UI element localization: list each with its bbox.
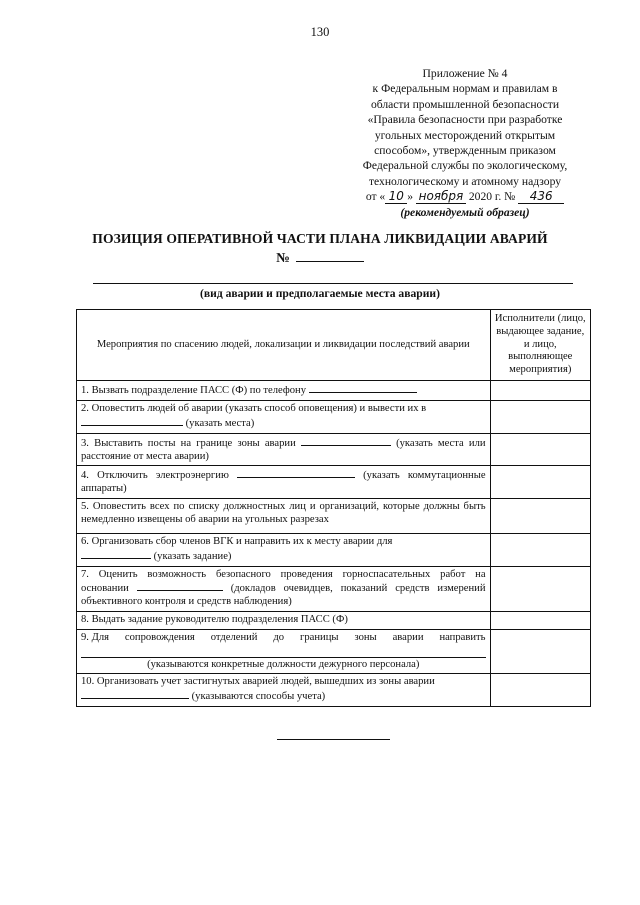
date-year: 2020 г. № [468, 190, 516, 204]
appendix-line: области промышленной безопасности [370, 97, 560, 111]
executor-cell [490, 381, 590, 401]
executor-cell [490, 498, 590, 533]
measure-text: (указать коммутационные аппараты) [81, 470, 486, 495]
measure-word: до [273, 631, 285, 643]
executor-cell [490, 466, 590, 499]
date-mid: » [407, 190, 414, 204]
fill-line [81, 647, 486, 658]
handwritten-order-number: 436 [518, 190, 564, 204]
measure-cell [77, 674, 491, 707]
measure-text: 2. Оповестить людей об аварии (указать способ оповещения) и вывести их в [81, 402, 427, 414]
table-row [77, 466, 591, 499]
appendix-line: технологическому и атомному надзору [368, 174, 562, 188]
appendix-title: Приложение № 4 [422, 67, 508, 80]
table-row [77, 566, 591, 611]
table-row [77, 498, 591, 533]
accident-type-line [93, 283, 573, 284]
appendix-line: к Федеральным нормам и правилам в [372, 82, 558, 96]
appendix-block [340, 66, 590, 220]
table-row [77, 433, 591, 466]
measure-text: (указываются способы учета) [191, 691, 326, 703]
measure-text: 6. Организовать сбор членов ВГК и направить их к месту аварии для [81, 535, 393, 547]
measure-cell: 5. Оповестить всех по списку должностных лиц и организаций, которые должны быть немедленно извещены об аварии на угольных разрезах [77, 498, 491, 533]
measure-cell [77, 466, 491, 499]
executor-cell [490, 533, 590, 566]
measure-word: направить [439, 631, 486, 643]
table-header-row [77, 310, 591, 381]
table-row [77, 611, 591, 629]
measure-word: аварии [392, 631, 424, 643]
fill-blank [81, 549, 151, 559]
executor-cell [490, 400, 590, 433]
table-row [77, 533, 591, 566]
appendix-line: «Правила безопасности при разработке [367, 113, 563, 127]
document-number [0, 250, 640, 266]
fill-blank [301, 436, 391, 446]
measure-text: 4. Отключить электроэнергию [81, 470, 229, 482]
measure-word: отделений [210, 631, 258, 643]
measure-text: 7. Оценить возможность безопасного проведения горноспасательных работ на основании [81, 568, 486, 595]
handwritten-day: 10 [385, 190, 407, 204]
executor-cell [490, 566, 590, 611]
fill-blank [237, 468, 355, 478]
fill-blank [137, 581, 223, 591]
page-number: 130 [310, 25, 330, 39]
measure-text: (докладов очевидцев, показаний средств измерений объективного контроля и средств наблюдения) [81, 583, 486, 608]
executor-cell [490, 629, 590, 674]
appendix-line: угольных месторождений открытым [374, 128, 556, 142]
measure-text: 3. Выставить посты на границе зоны аварии [81, 437, 296, 449]
date-prefix: от « [365, 190, 386, 204]
number-blank [296, 250, 364, 262]
accident-type-caption: (вид аварии и предполагаемые места аварии) [200, 287, 440, 300]
measure-text: (указать места или расстояние от места аварии) [81, 437, 486, 462]
measures-table [76, 309, 591, 707]
appendix-line: способом», утвержденным приказом [374, 144, 556, 158]
measure-word: зоны [354, 631, 377, 643]
measure-cell: 8. Выдать задание руководителю подразделения ПАСС (Ф) [77, 611, 491, 629]
fill-blank [309, 383, 417, 393]
number-label: № [276, 250, 290, 265]
measure-word: сопровождения [124, 631, 195, 643]
header-executors: Исполнители (лицо, выдающее задание, и лицо, выполняющее мероприятия) [490, 310, 590, 381]
measure-cell [77, 433, 491, 466]
handwritten-month: ноября [416, 190, 466, 204]
executor-cell [490, 674, 590, 707]
measure-cell [77, 629, 491, 674]
order-date-line [340, 189, 590, 204]
measure-word: границы [300, 631, 339, 643]
measure-cell [77, 533, 491, 566]
end-line [277, 739, 390, 740]
measure-text: (указать места) [185, 417, 255, 429]
header-measures: Мероприятия по спасению людей, локализации и ликвидации последствий аварии [77, 310, 491, 381]
table-row [77, 400, 591, 433]
measure-cell [77, 400, 491, 433]
measure-cell [77, 566, 491, 611]
measure-text-line [81, 632, 486, 645]
measure-text: (указываются конкретные должности дежурного персонала) [147, 658, 420, 670]
fill-blank [81, 416, 183, 426]
fill-blank [81, 689, 189, 699]
measure-word: 9. Для [81, 631, 109, 643]
table-row [77, 629, 591, 674]
measure-text: (указать задание) [153, 550, 232, 562]
executor-cell [490, 611, 590, 629]
measure-cell [77, 381, 491, 401]
executor-cell [490, 433, 590, 466]
appendix-line: Федеральной службы по экологическому, [362, 159, 568, 173]
measure-text: 1. Вызвать подразделение ПАСС (Ф) по телефону [81, 385, 306, 396]
document-title: ПОЗИЦИЯ ОПЕРАТИВНОЙ ЧАСТИ ПЛАНА ЛИКВИДАЦИИ АВАРИЙ [92, 231, 548, 246]
table-row [77, 674, 591, 707]
sample-note: (рекомендуемый образец) [400, 205, 530, 219]
measure-text: 10. Организовать учет застигнутых аварией людей, вышедших из зоны аварии [81, 676, 435, 688]
table-row [77, 381, 591, 401]
